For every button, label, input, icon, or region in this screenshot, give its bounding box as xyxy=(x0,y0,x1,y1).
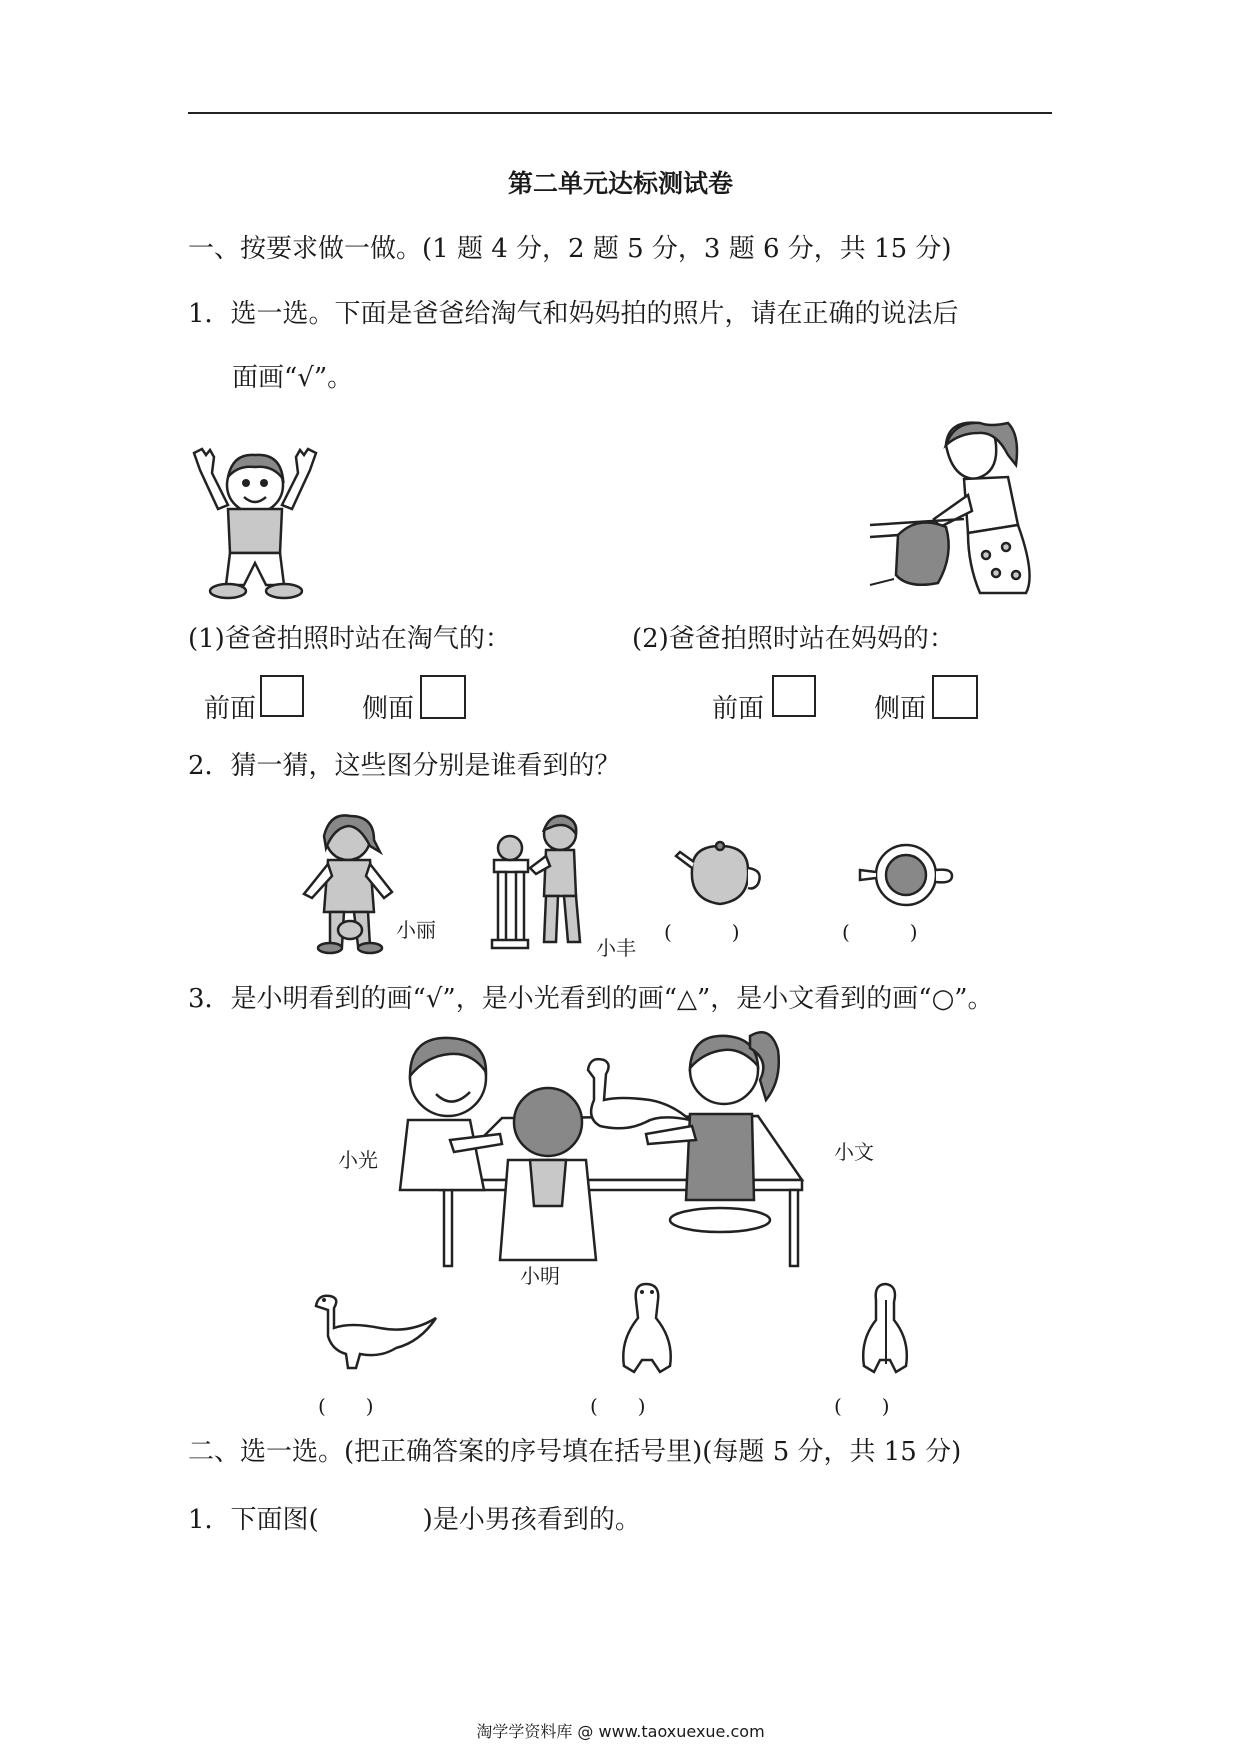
section1-heading: 一、按要求做一做。(1 题 4 分，2 题 5 分，3 题 6 分，共 15 分) xyxy=(188,234,952,264)
q2-blank-2[interactable]: ( ) xyxy=(842,920,918,944)
q2-text: 2．猜一猜，这些图分别是谁看到的？ xyxy=(188,751,621,781)
answer-box-side-1[interactable] xyxy=(420,675,466,719)
section2-heading: 二、选一选。(把正确答案的序号填在括号里)(每题 5 分，共 15 分) xyxy=(188,1437,962,1467)
side-label-1: 侧面 xyxy=(362,694,415,724)
name-xiaowen: 小文 xyxy=(834,1140,874,1164)
teapot-side-view xyxy=(674,840,764,910)
page-title: 第二单元达标测试卷 xyxy=(507,169,733,198)
answer-box-side-2[interactable] xyxy=(932,675,978,719)
q1-sub1: (1)爸爸拍照时站在淘气的： xyxy=(188,624,511,654)
name-xiaoli: 小丽 xyxy=(396,918,436,942)
q1-sub2: (2)爸爸拍照时站在妈妈的： xyxy=(632,624,955,654)
section2-q1: 1．下面图( )是小男孩看到的。 xyxy=(188,1505,641,1535)
side-label-2: 侧面 xyxy=(874,694,927,724)
dinosaur-front-view xyxy=(612,1280,682,1380)
front-label-2: 前面 xyxy=(712,694,765,724)
page-footer: 淘学学资料库 @ www.taoxuexue.com xyxy=(476,1722,765,1741)
front-label-1: 前面 xyxy=(204,694,257,724)
q1-line2: 面画“√”。 xyxy=(232,363,354,393)
q3-blank-1[interactable]: ( ) xyxy=(318,1394,374,1418)
top-rule xyxy=(188,112,1052,114)
dinosaur-side-view xyxy=(310,1292,440,1372)
boy-with-teapot-on-stand-illustration xyxy=(484,812,594,952)
q3-blank-3[interactable]: ( ) xyxy=(834,1394,890,1418)
q3-blank-2[interactable]: ( ) xyxy=(590,1394,646,1418)
name-xiaoming: 小明 xyxy=(520,1264,560,1288)
name-xiaofeng: 小丰 xyxy=(596,936,636,960)
boy-illustration xyxy=(188,445,323,600)
girl-with-teapot-illustration xyxy=(300,812,400,952)
q1-line1: 1．选一选。下面是爸爸给淘气和妈妈拍的照片，请在正确的说法后 xyxy=(188,299,959,329)
q2-blank-1[interactable]: ( ) xyxy=(664,920,740,944)
teapot-top-view xyxy=(856,840,956,910)
name-xiaoguang: 小光 xyxy=(338,1148,378,1172)
dinosaur-back-view xyxy=(850,1280,920,1380)
q3-text: 3．是小明看到的画“√”，是小光看到的画“△”，是小文看到的画“○”。 xyxy=(188,984,994,1014)
answer-box-front-1[interactable] xyxy=(260,675,304,717)
three-kids-table-scene xyxy=(390,1030,850,1270)
answer-box-front-2[interactable] xyxy=(772,675,816,717)
mother-illustration xyxy=(868,415,1043,595)
